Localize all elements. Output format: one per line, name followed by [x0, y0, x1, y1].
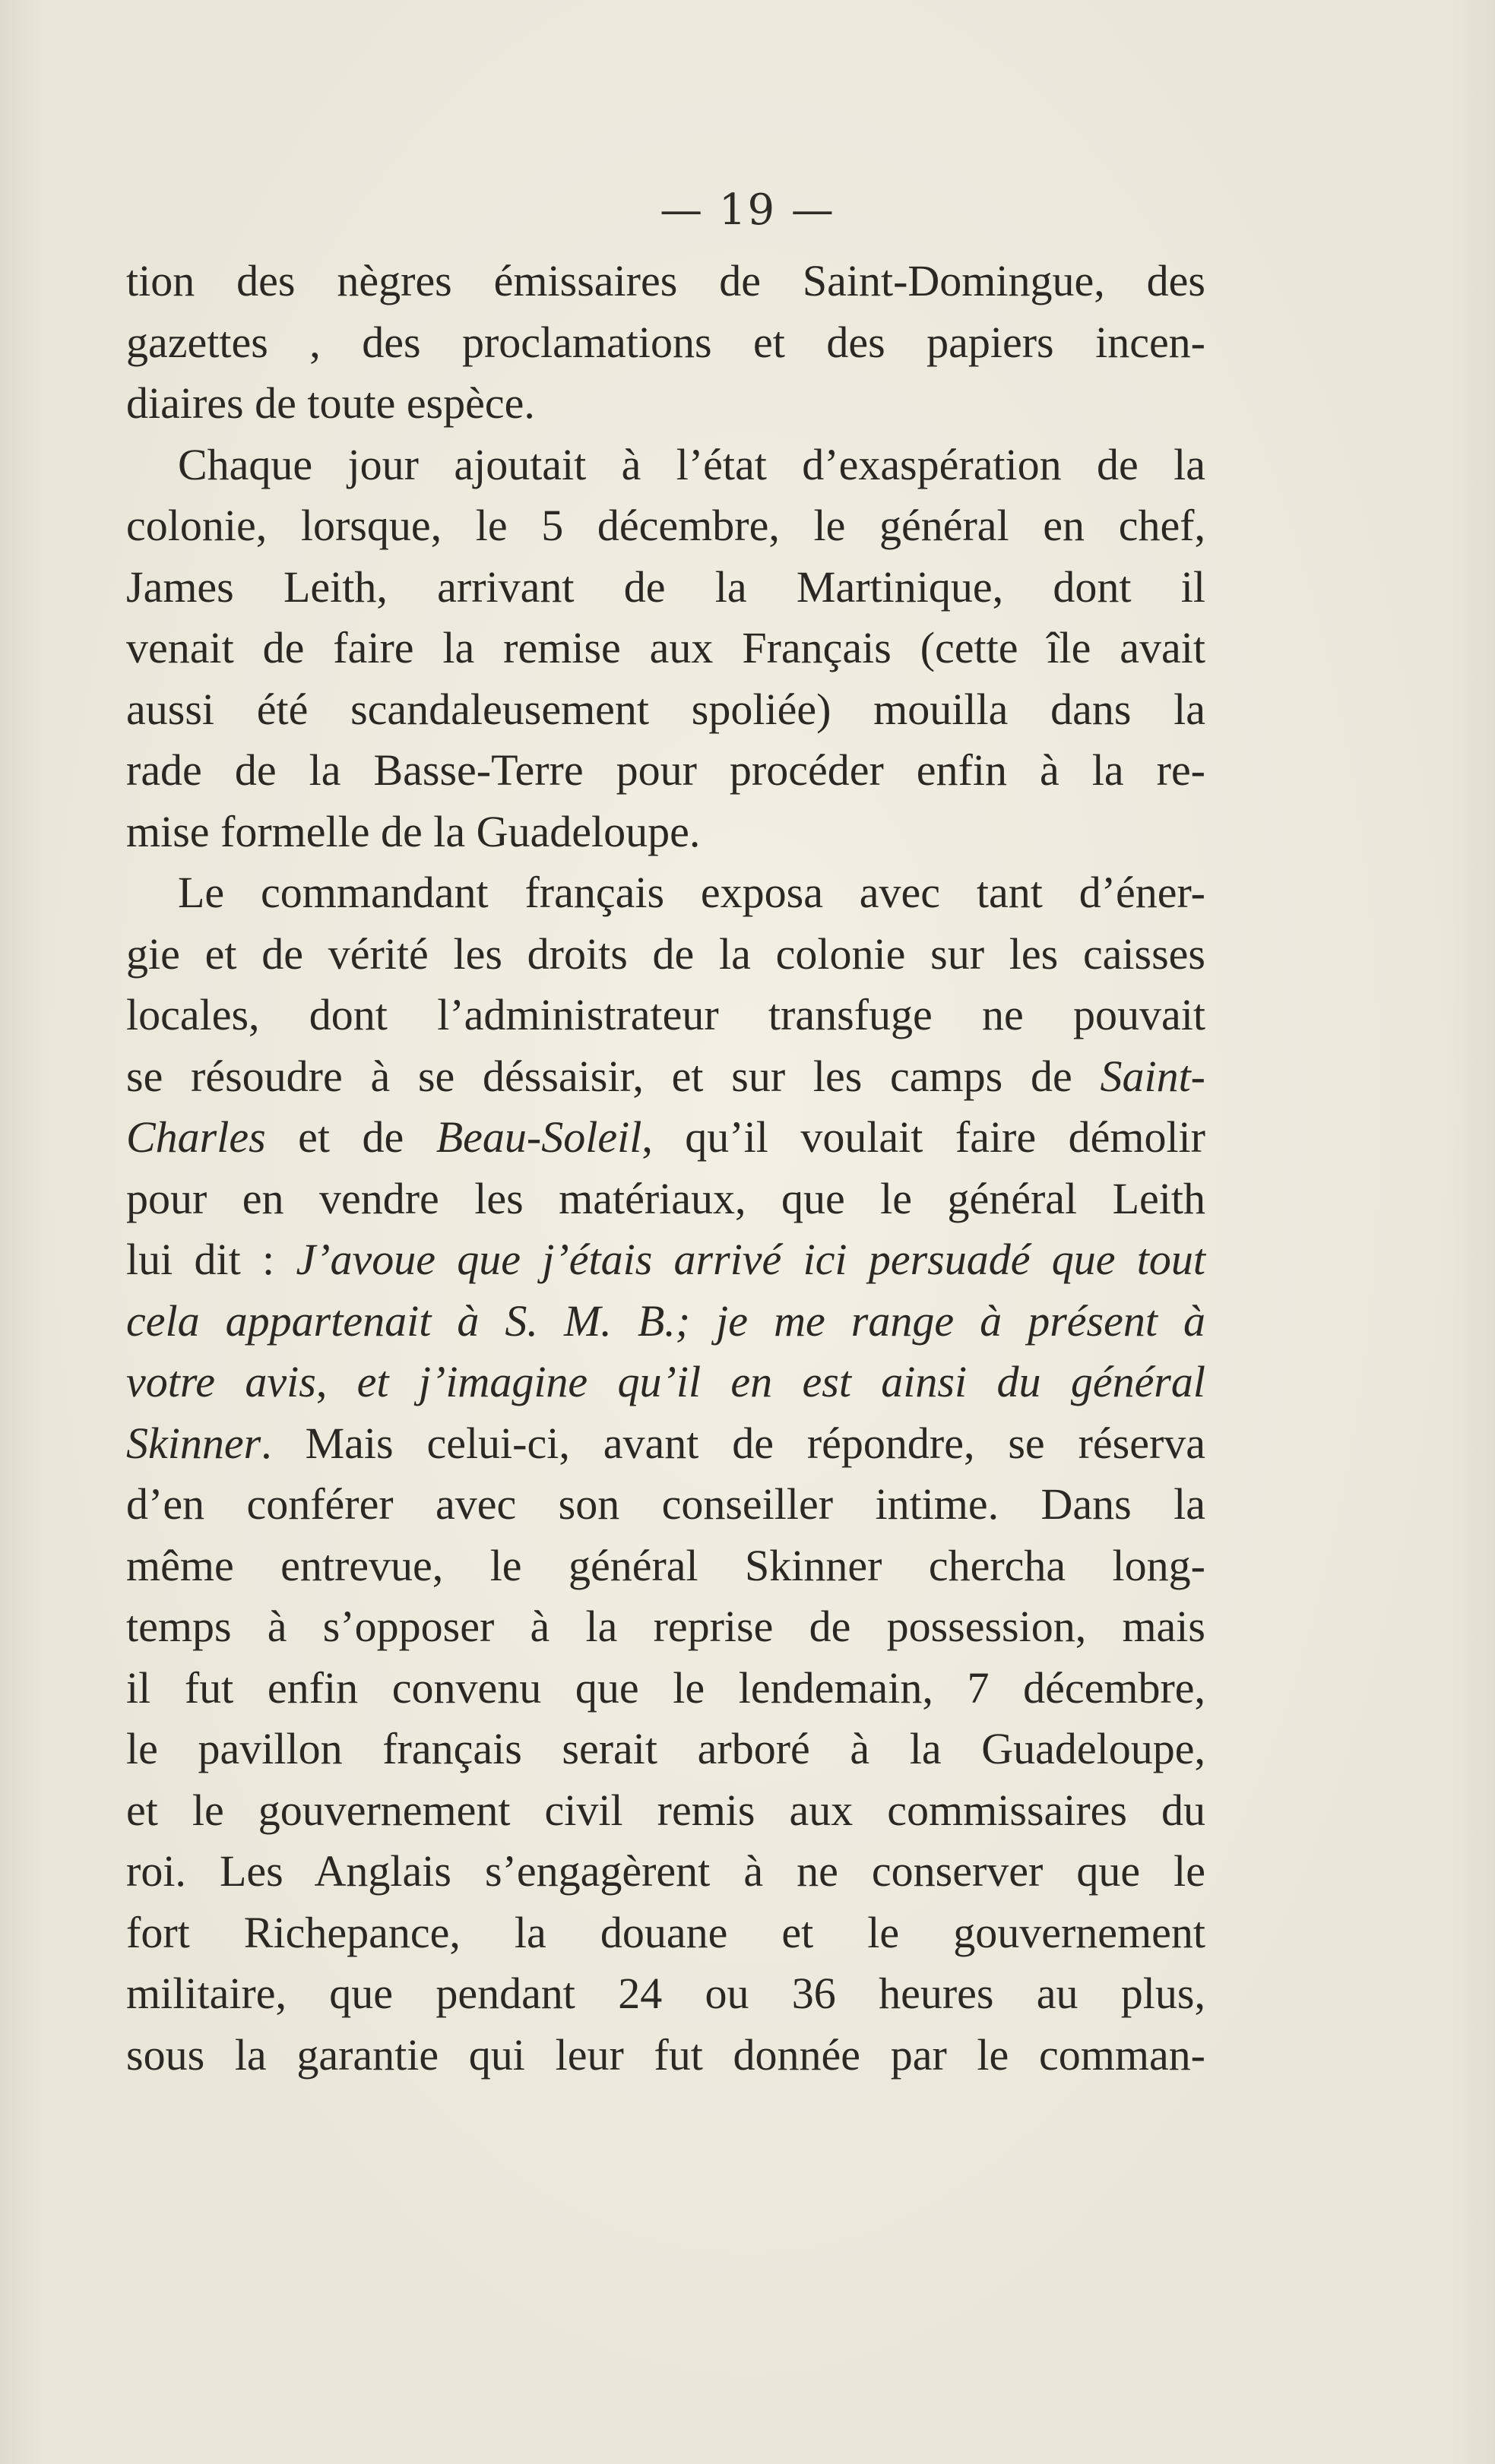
- text-segment: venait de faire la remise aux Français (cette île avait: [126, 623, 1205, 672]
- text-segment: gazettes , des proclamations et des papiers incen-: [126, 317, 1205, 367]
- text-line: [126, 1229, 1205, 1291]
- text-line: [126, 2025, 1205, 2086]
- text-segment: roi. Les Anglais s’engagèrent à ne conserver que le: [126, 1846, 1205, 1896]
- text-line: [126, 1596, 1205, 1658]
- text-line: [126, 924, 1205, 985]
- text-line: [126, 1963, 1205, 2025]
- text-segment: rade de la Basse-Terre pour procéder enfin à la re-: [126, 745, 1205, 795]
- italic-text: Charles: [126, 1112, 266, 1162]
- text-segment: Chaque jour ajoutait à l’état d’exaspération de la: [178, 439, 1205, 489]
- text-segment: et de: [265, 1112, 436, 1162]
- text-line: [126, 1046, 1205, 1108]
- italic-text: cela appartenait à S. M. B.; je me range à présent à: [126, 1295, 1205, 1346]
- text-line: [126, 1536, 1205, 1597]
- text-segment: d’en conférer avec son conseiller intime. Dans la: [126, 1479, 1205, 1529]
- text-line: [126, 312, 1205, 374]
- text-line: [126, 1474, 1205, 1536]
- page-number: — 19 —: [660, 185, 835, 235]
- body-text: [126, 251, 1205, 2086]
- italic-text: Skinner: [126, 1418, 261, 1468]
- text-line: [126, 1107, 1205, 1169]
- text-segment: James Leith, arrivant de la Martinique, dont il: [126, 561, 1205, 612]
- text-line: [126, 862, 1205, 924]
- text-line: [126, 1658, 1205, 1719]
- text-segment: gie et de vérité les droits de la colonie sur les caisses: [126, 928, 1205, 979]
- text-line: [126, 373, 1205, 435]
- italic-text: votre avis: [126, 1357, 316, 1406]
- text-segment: pour en vendre les matériaux, que le général Leith: [126, 1173, 1205, 1223]
- text-line: [126, 557, 1205, 618]
- italic-text: et j’imagine qu’il en est ainsi du général: [356, 1357, 1205, 1406]
- text-segment: aussi été scandaleusement spoliée) mouilla dans la: [126, 684, 1205, 734]
- text-segment: il fut enfin convenu que le lendemain, 7 décembre,: [126, 1662, 1205, 1713]
- italic-text: Beau-Soleil: [436, 1112, 642, 1162]
- text-line: [126, 1291, 1205, 1352]
- text-line: [126, 495, 1205, 557]
- text-line: [126, 1352, 1205, 1413]
- text-line: [126, 1903, 1205, 1964]
- text-segment: ,: [315, 1357, 357, 1406]
- text-line: [126, 740, 1205, 802]
- text-line: [126, 679, 1205, 741]
- text-segment: mise formelle de la Guadeloupe.: [126, 806, 701, 856]
- text-segment: tion des nègres émissaires de Saint-Domingue, des: [126, 256, 1205, 305]
- text-segment: Le commandant français exposa avec tant d’éner-: [178, 868, 1205, 917]
- text-segment: temps à s’opposer à la reprise de possession, mais: [126, 1602, 1205, 1651]
- text-line: [126, 435, 1205, 496]
- text-segment: le pavillon français serait arboré à la Guadeloupe,: [126, 1724, 1205, 1773]
- text-line: [126, 1780, 1205, 1842]
- text-segment: colonie, lorsque, le 5 décembre, le général en chef,: [126, 501, 1205, 550]
- text-line: [126, 1413, 1205, 1475]
- text-segment: fort Richepance, la douane et le gouvernement: [126, 1907, 1205, 1957]
- italic-text: J’avoue que j’étais arrivé ici persuadé que tout: [296, 1235, 1206, 1284]
- text-segment: militaire, que pendant 24 ou 36 heures au plus,: [126, 1969, 1205, 2018]
- text-line: [126, 985, 1205, 1046]
- italic-text: Saint-: [1100, 1051, 1205, 1101]
- text-segment: locales, dont l’administrateur transfuge ne pouvait: [126, 990, 1205, 1039]
- text-segment: se résoudre à se déssaisir, et sur les camps de: [126, 1051, 1101, 1101]
- text-segment: même entrevue, le général Skinner chercha long-: [126, 1540, 1205, 1590]
- text-segment: . Mais celui-ci, avant de répondre, se réserva: [261, 1418, 1205, 1468]
- text-line: [126, 251, 1205, 312]
- text-segment: diaires de toute espèce.: [126, 378, 535, 428]
- text-segment: lui dit :: [126, 1235, 296, 1284]
- text-line: [126, 1169, 1205, 1230]
- text-segment: sous la garantie qui leur fut donnée par le comman-: [126, 2029, 1205, 2080]
- text-line: [126, 1841, 1205, 1903]
- text-line: [126, 618, 1205, 679]
- text-line: [126, 1719, 1205, 1780]
- text-segment: , qu’il voulait faire démolir: [641, 1112, 1205, 1162]
- text-line: [126, 802, 1205, 863]
- text-segment: et le gouvernement civil remis aux commissaires du: [126, 1785, 1205, 1835]
